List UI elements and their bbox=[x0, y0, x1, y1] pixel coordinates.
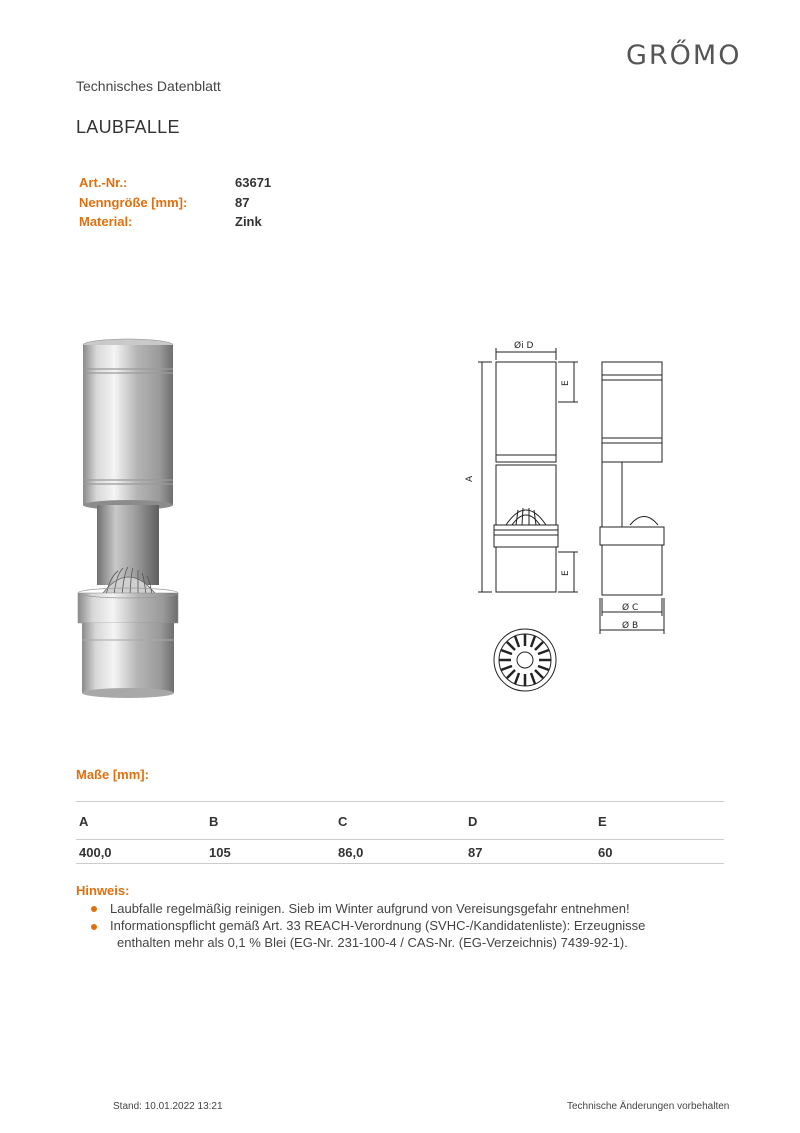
spec-value-material: Zink bbox=[235, 214, 262, 229]
dim-label-inner-diameter: Øi D bbox=[514, 341, 534, 351]
spec-value-nominal-size: 87 bbox=[235, 195, 250, 210]
footer-disclaimer: Technische Änderungen vorbehalten bbox=[567, 1101, 730, 1112]
product-title: LAUBFALLE bbox=[76, 117, 180, 137]
dim-label-e-bottom: E bbox=[561, 570, 571, 576]
dim-label-b: Ø B bbox=[622, 621, 639, 631]
dim-label-e-top: E bbox=[561, 380, 571, 386]
note-item-reach: Informationspflicht gemäß Art. 33 REACH-Verordnung (SVHC-/Kandidatenliste): Erzeugnisse bbox=[110, 918, 646, 933]
table-value-a: 400,0 bbox=[79, 845, 112, 860]
table-header-b: B bbox=[209, 814, 219, 829]
footer-date: Stand: 10.01.2022 13:21 bbox=[113, 1101, 223, 1112]
brand-logo: GRŐMO bbox=[626, 40, 742, 71]
table-top-rule bbox=[76, 801, 724, 802]
note-item-cleaning: Laubfalle regelmäßig reinigen. Sieb im Winter aufgrund von Vereisungsgefahr entnehmen! bbox=[110, 901, 630, 916]
table-value-c: 86,0 bbox=[338, 845, 364, 860]
table-value-d: 87 bbox=[468, 845, 483, 860]
dimensions-label: Maße [mm]: bbox=[76, 767, 149, 782]
spec-label-article-number: Art.-Nr.: bbox=[79, 175, 128, 190]
technical-drawing bbox=[462, 330, 682, 695]
note-bullet bbox=[91, 906, 97, 912]
note-bullet bbox=[91, 924, 97, 930]
table-bottom-rule bbox=[76, 863, 724, 864]
dim-label-c: Ø C bbox=[622, 603, 639, 613]
table-header-a: A bbox=[79, 814, 89, 829]
table-value-e: 60 bbox=[598, 845, 613, 860]
document-type: Technisches Datenblatt bbox=[76, 78, 221, 94]
table-header-e: E bbox=[598, 814, 607, 829]
table-header-d: D bbox=[468, 814, 478, 829]
dim-label-a: A bbox=[465, 475, 475, 482]
notes-label: Hinweis: bbox=[76, 883, 130, 898]
table-value-b: 105 bbox=[209, 845, 231, 860]
table-header-rule bbox=[76, 839, 724, 840]
spec-value-article-number: 63671 bbox=[235, 175, 272, 190]
table-header-c: C bbox=[338, 814, 348, 829]
note-item-reach-continued: enthalten mehr als 0,1 % Blei (EG-Nr. 231-100-4 / CAS-Nr. (EG-Verzeichnis) 7439-92-1). bbox=[117, 935, 628, 950]
spec-label-nominal-size: Nenngröße [mm]: bbox=[79, 195, 188, 210]
spec-label-material: Material: bbox=[79, 214, 133, 229]
product-photo bbox=[70, 335, 200, 705]
